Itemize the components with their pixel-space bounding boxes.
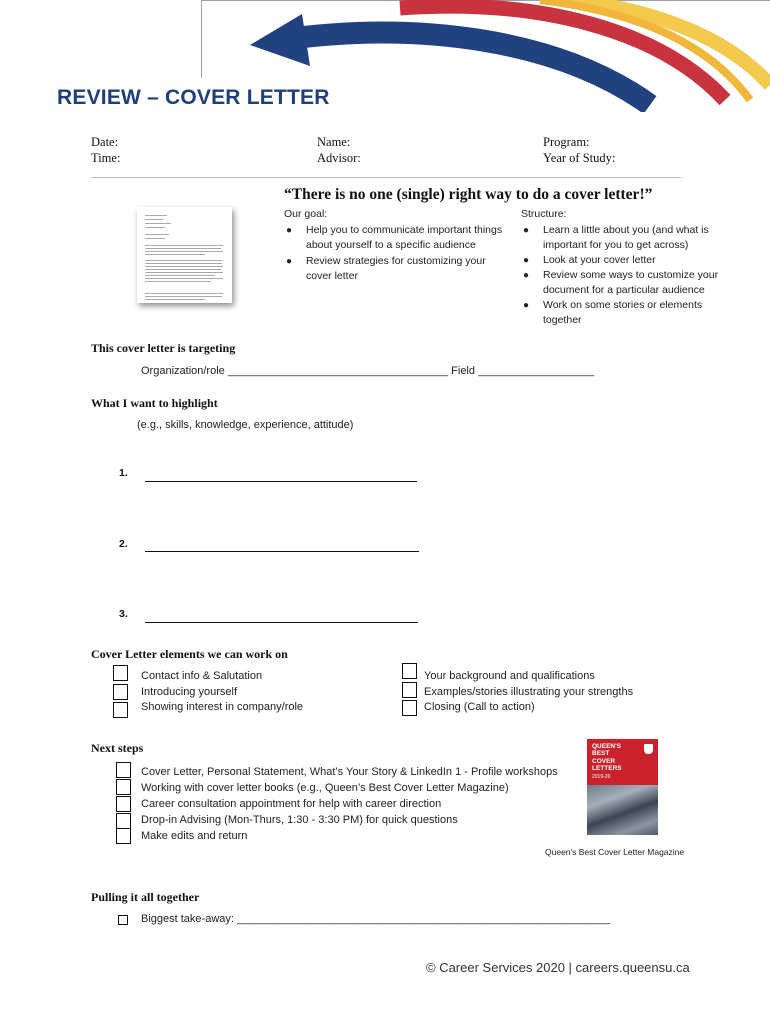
next-step-item: Working with cover letter books (e.g., Queen’s Best Cover Letter Magazine) — [141, 782, 509, 794]
magazine-cover-year: 2019-20 — [592, 774, 611, 780]
date-label: Date: — [91, 135, 119, 149]
goal-list — [284, 223, 509, 284]
org-label: Organization/role — [141, 365, 225, 377]
structure-item: ● Look at your cover letter — [523, 254, 656, 266]
checkbox[interactable] — [402, 682, 417, 698]
goal-item: ● Help you to communicate important things about yourself to a specific audience — [286, 224, 503, 251]
checkbox[interactable] — [116, 813, 131, 829]
divider — [91, 177, 681, 178]
meta-col-1 — [91, 134, 120, 166]
meta-col-3 — [543, 134, 615, 166]
advisor-label: Advisor: — [317, 151, 361, 165]
header-frame-left — [201, 0, 202, 78]
footer-text: © Career Services 2020 | careers.queensu.ca — [426, 960, 690, 975]
time-label: Time: — [91, 151, 121, 165]
element-item: Closing (Call to action) — [424, 701, 535, 714]
page-title: REVIEW – COVER LETTER — [57, 86, 330, 109]
highlight-number-2: 2. — [119, 538, 128, 550]
structure-heading: Structure: — [521, 208, 567, 220]
meta-col-2 — [317, 134, 361, 166]
field-label: Field — [451, 365, 475, 377]
next-step-item: Cover Letter, Personal Statement, What’s Your Story & LinkedIn 1 - Profile workshops — [141, 766, 558, 778]
element-item: Your background and qualifications — [424, 670, 595, 682]
checkbox[interactable] — [113, 702, 128, 718]
intro-quote: “There is no one (single) right way to do a cover letter!” — [284, 186, 653, 203]
highlight-hint: (e.g., skills, knowledge, experience, attitude) — [137, 419, 354, 431]
checkbox[interactable] — [116, 779, 131, 795]
elements-heading: Cover Letter elements we can work on — [91, 647, 288, 661]
highlight-heading: What I want to highlight — [91, 396, 218, 410]
next-step-item: Career consultation appointment for help with career direction — [141, 798, 442, 810]
cover-letter-thumbnail — [137, 207, 232, 303]
structure-item: ● Work on some stories or elements together — [523, 299, 703, 326]
name-label: Name: — [317, 135, 351, 149]
highlight-input-2[interactable] — [145, 551, 419, 552]
structure-item: ● Review some ways to customize your document for a particular audience — [523, 269, 719, 296]
year-label: Year of Study: — [543, 151, 616, 165]
element-item: Contact info & Salutation — [141, 670, 263, 682]
highlight-input-3[interactable] — [145, 622, 418, 623]
elements-right-list — [424, 669, 633, 716]
together-heading: Pulling it all together — [91, 890, 200, 904]
highlight-input-1[interactable] — [145, 481, 417, 482]
takeaway-row — [141, 913, 610, 925]
element-item: Examples/stories illustrating your strengths — [424, 685, 634, 698]
elements-left-list — [141, 669, 303, 716]
queens-crest-icon — [644, 744, 653, 754]
next-step-item: Drop-in Advising (Mon-Thurs, 1:30 - 3:30 PM) for quick questions — [141, 814, 458, 826]
next-step-item: Make edits and return — [141, 830, 248, 842]
checkbox[interactable] — [116, 762, 131, 778]
checkbox[interactable] — [116, 828, 131, 844]
program-label: Program: — [543, 135, 590, 149]
magazine-cover-image — [587, 739, 658, 835]
targeting-row — [141, 365, 594, 377]
org-input[interactable]: ____________________________________ — [227, 365, 449, 377]
checkbox[interactable] — [402, 663, 417, 679]
takeaway-input[interactable]: _____________________________________________________________ — [237, 913, 611, 925]
targeting-heading: This cover letter is targeting — [91, 341, 236, 355]
checkbox[interactable] — [402, 700, 417, 716]
checkbox[interactable] — [116, 796, 131, 812]
checkbox[interactable] — [118, 915, 128, 925]
next-steps-heading: Next steps — [91, 741, 144, 755]
magazine-cover-photo — [587, 785, 658, 835]
checkbox[interactable] — [113, 684, 128, 700]
highlight-number-1: 1. — [119, 467, 128, 479]
magazine-cover-title: QUEEN'S BEST COVER LETTERS — [592, 743, 622, 773]
element-item: Introducing yourself — [141, 685, 237, 698]
structure-list — [521, 223, 721, 328]
next-steps-list — [141, 764, 558, 844]
element-item: Showing interest in company/role — [141, 701, 304, 714]
structure-item: ● Learn a little about you (and what is important for you to get across) — [523, 224, 709, 251]
takeaway-label: Biggest take-away: — [141, 913, 234, 925]
goal-heading: Our goal: — [284, 208, 328, 220]
highlight-number-3: 3. — [119, 608, 128, 620]
field-input[interactable]: ___________________ — [478, 365, 595, 377]
magazine-caption: Queen's Best Cover Letter Magazine — [545, 847, 685, 857]
goal-item: ● Review strategies for customizing your cover letter — [286, 255, 486, 282]
checkbox[interactable] — [113, 665, 128, 681]
